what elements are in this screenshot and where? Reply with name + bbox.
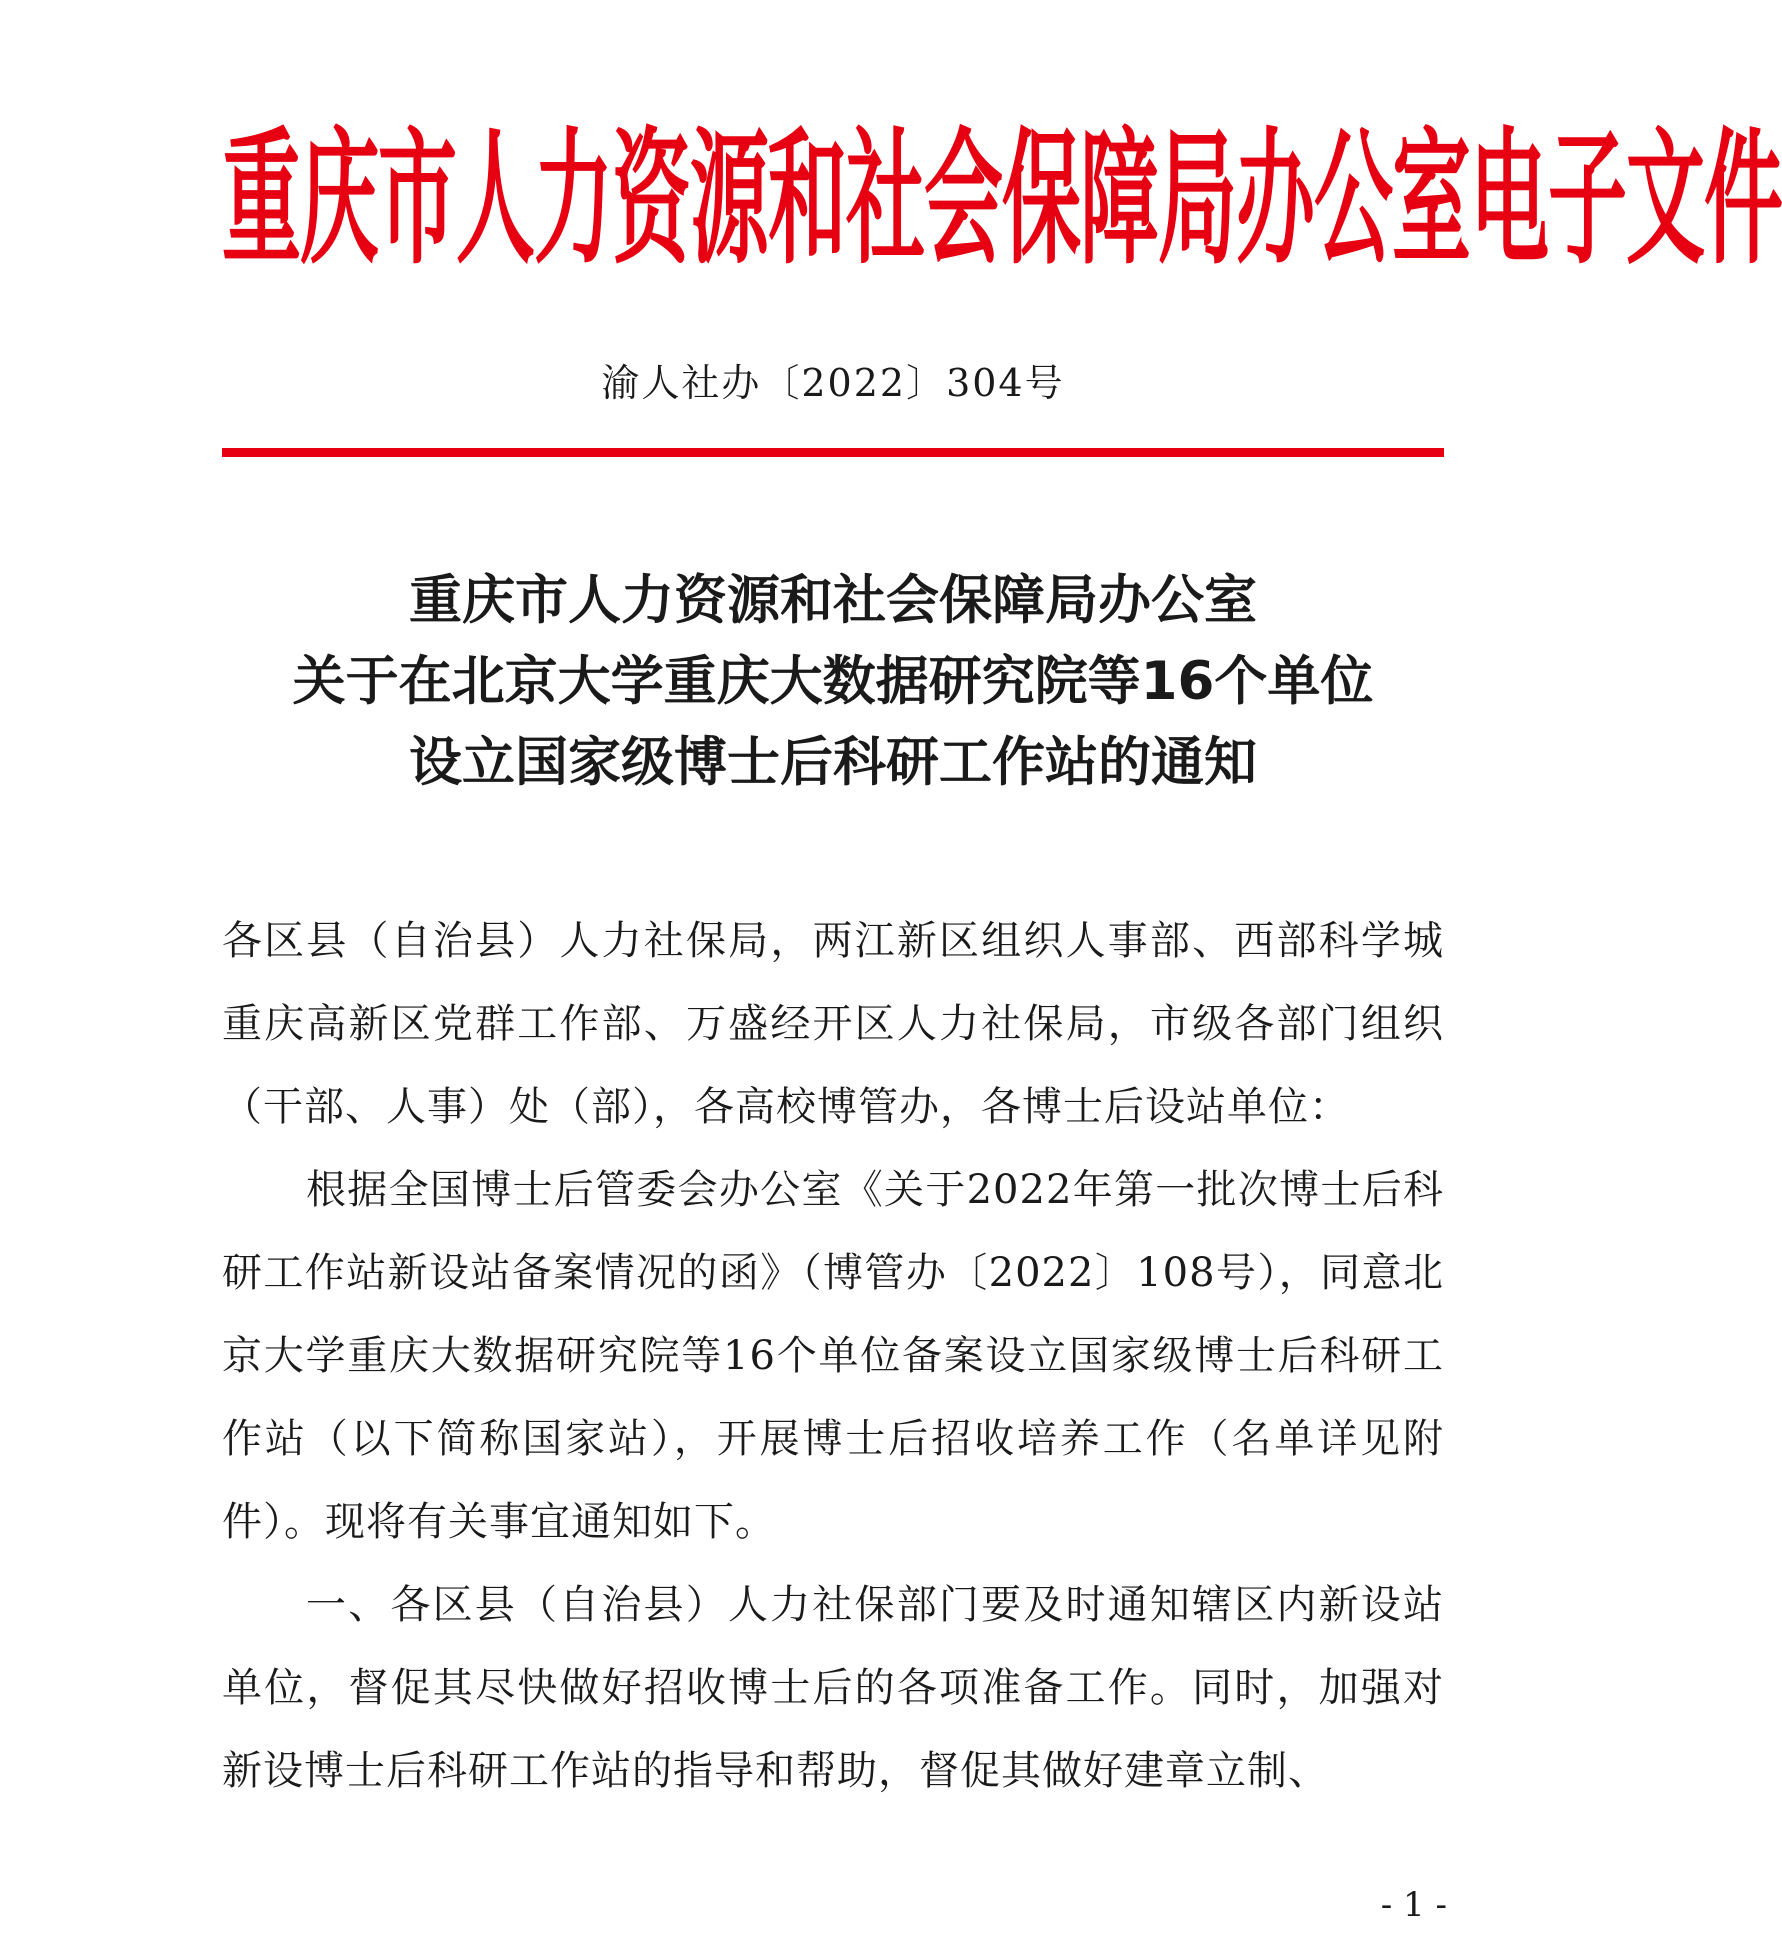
body-paragraph: 根据全国博士后管委会办公室《关于2022年第一批次博士后科研工作站新设站备案情况的函》（博管办〔2022〕108号），同意北京大学重庆大数据研究院等16个单位备案设立国家级博士后科研工作站（以下简称国家站），开展博士后招收培养工作（名单详见附件）。现将有关事宜通知如下。 bbox=[222, 1167, 1444, 1545]
notice-title bbox=[222, 560, 1444, 803]
page-number: - 1 - bbox=[1380, 1885, 1447, 1925]
notice-body bbox=[222, 900, 1444, 1813]
addressees-paragraph: 各区县（自治县）人力社保局，两江新区组织人事部、西部科学城重庆高新区党群工作部、万盛经开区人力社保局，市级各部门组织（干部、人事）处（部），各高校博管办，各博士后设站单位： bbox=[222, 918, 1444, 1130]
title-line-1: 重庆市人力资源和社会保障局办公室 bbox=[409, 570, 1257, 631]
title-line-3: 设立国家级博士后科研工作站的通知 bbox=[409, 732, 1257, 793]
title-line-2: 关于在北京大学重庆大数据研究院等16个单位 bbox=[292, 651, 1374, 712]
red-divider-line bbox=[222, 448, 1444, 457]
body-paragraph: 一、各区县（自治县）人力社保部门要及时通知辖区内新设站单位，督促其尽快做好招收博士后的各项准备工作。同时，加强对新设博士后科研工作站的指导和帮助，督促其做好建章立制、 bbox=[222, 1582, 1444, 1794]
document-number: 渝人社办〔2022〕304号 bbox=[601, 361, 1065, 405]
masthead-text: 重庆市人力资源和社会保障局办公室电子文件 bbox=[222, 114, 1782, 285]
masthead-title bbox=[222, 114, 1782, 285]
